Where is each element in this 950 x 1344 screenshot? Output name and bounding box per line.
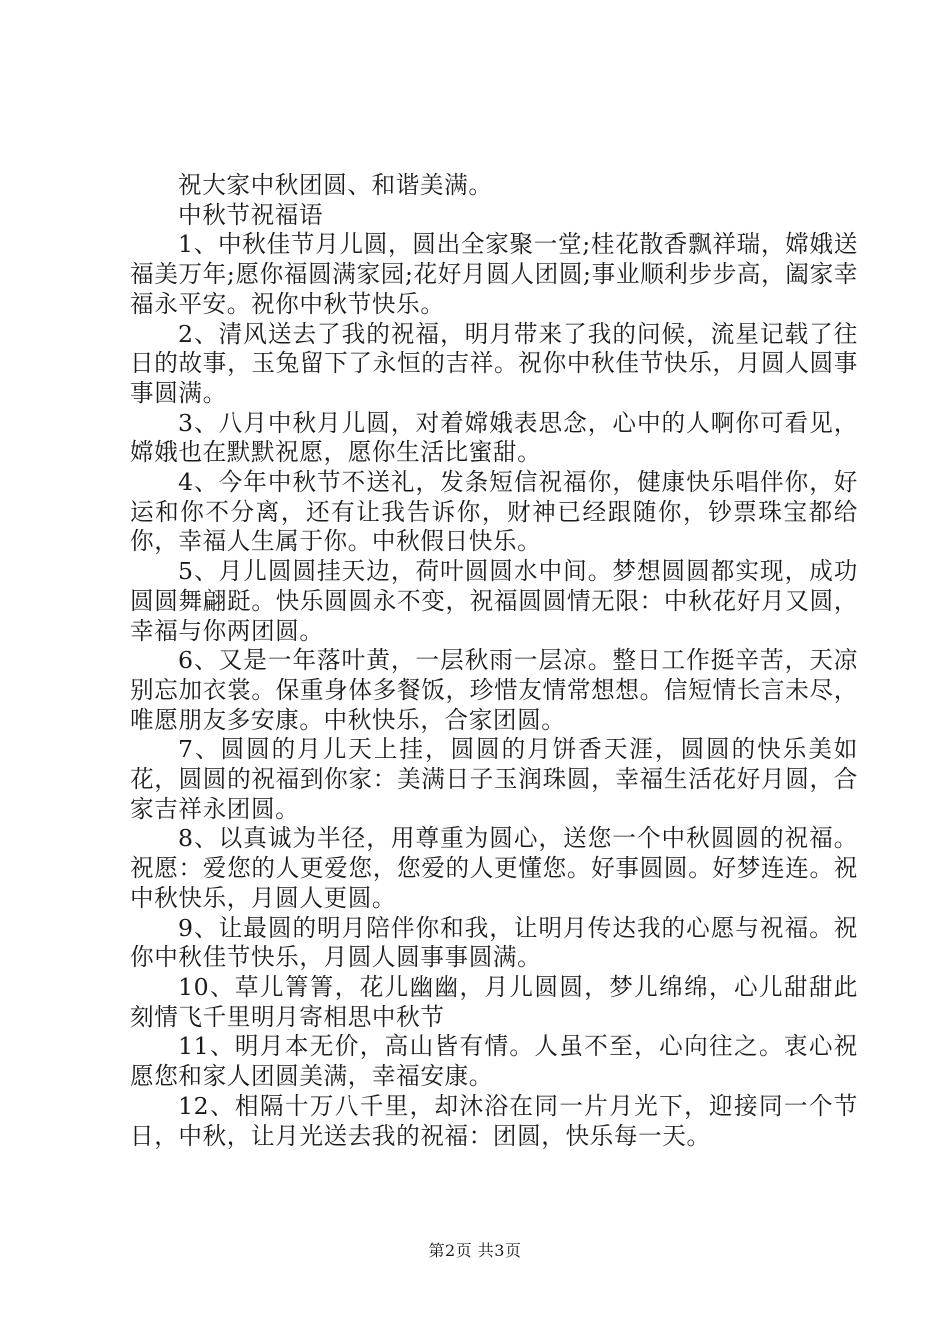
paragraph-item-10: 10、草儿箐箐，花儿幽幽，月儿圆圆，梦儿绵绵，心儿甜甜此刻情飞千里明月寄相思中秋节	[130, 972, 858, 1031]
paragraph-item-9: 9、让最圆的明月陪伴你和我，让明月传达我的心愿与祝福。祝你中秋佳节快乐，月圆人圆事事圆满。	[130, 913, 858, 972]
paragraph-item-12: 12、相隔十万八千里，却沐浴在同一片月光下，迎接同一个节日，中秋，让月光送去我的祝福：团圆，快乐每一天。	[130, 1091, 858, 1150]
paragraph-item-1: 1、中秋佳节月儿圆，圆出全家聚一堂;桂花散香飘祥瑞，嫦娥送福美万年;愿你福圆满家园;花好月圆人团圆;事业顺利步步高，阖家幸福永平安。祝你中秋节快乐。	[130, 230, 858, 318]
paragraph-item-6: 6、又是一年落叶黄，一层秋雨一层凉。整日工作挺辛苦，天凉别忘加衣裳。保重身体多餐饭，珍惜友情常想想。信短情长言未尽，唯愿朋友多安康。中秋快乐，合家团圆。	[130, 646, 858, 734]
paragraph-item-5: 5、月儿圆圆挂天边，荷叶圆圆水中间。梦想圆圆都实现，成功圆圆舞翩跹。快乐圆圆永不变，祝福圆圆情无限：中秋花好月又圆，幸福与你两团圆。	[130, 557, 858, 645]
paragraph-item-4: 4、今年中秋节不送礼，发条短信祝福你，健康快乐唱伴你，好运和你不分离，还有让我告诉你，财神已经跟随你，钞票珠宝都给你，幸福人生属于你。中秋假日快乐。	[130, 468, 858, 556]
paragraph-item-11: 11、明月本无价，高山皆有情。人虽不至，心向往之。衷心祝愿您和家人团圆美满，幸福安康。	[130, 1032, 858, 1091]
paragraph-closing-wish: 祝大家中秋团圆、和谐美满。	[178, 171, 493, 199]
paragraph-item-7: 7、圆圆的月儿天上挂，圆圆的月饼香天涯，圆圆的快乐美如花，圆圆的祝福到你家：美满日子玉润珠圆，幸福生活花好月圆，合家吉祥永团圆。	[130, 735, 858, 823]
paragraph-item-2: 2、清风送去了我的祝福，明月带来了我的问候，流星记载了往日的故事，玉兔留下了永恒的吉祥。祝你中秋佳节快乐，月圆人圆事事圆满。	[130, 319, 858, 407]
paragraph-heading: 中秋节祝福语	[178, 200, 324, 229]
document-body	[130, 171, 858, 1151]
paragraph-item-8: 8、以真诚为半径，用尊重为圆心，送您一个中秋圆圆的祝福。祝愿：爱您的人更爱您，您爱的人更懂您。好事圆圆。好梦连连。祝中秋快乐，月圆人更圆。	[130, 824, 858, 912]
paragraph-item-3: 3、八月中秋月儿圆，对着嫦娥表思念，心中的人啊你可看见，嫦娥也在默默祝愿，愿你生活比蜜甜。	[130, 408, 858, 467]
page-number-footer: 第2页 共3页	[428, 1241, 522, 1260]
